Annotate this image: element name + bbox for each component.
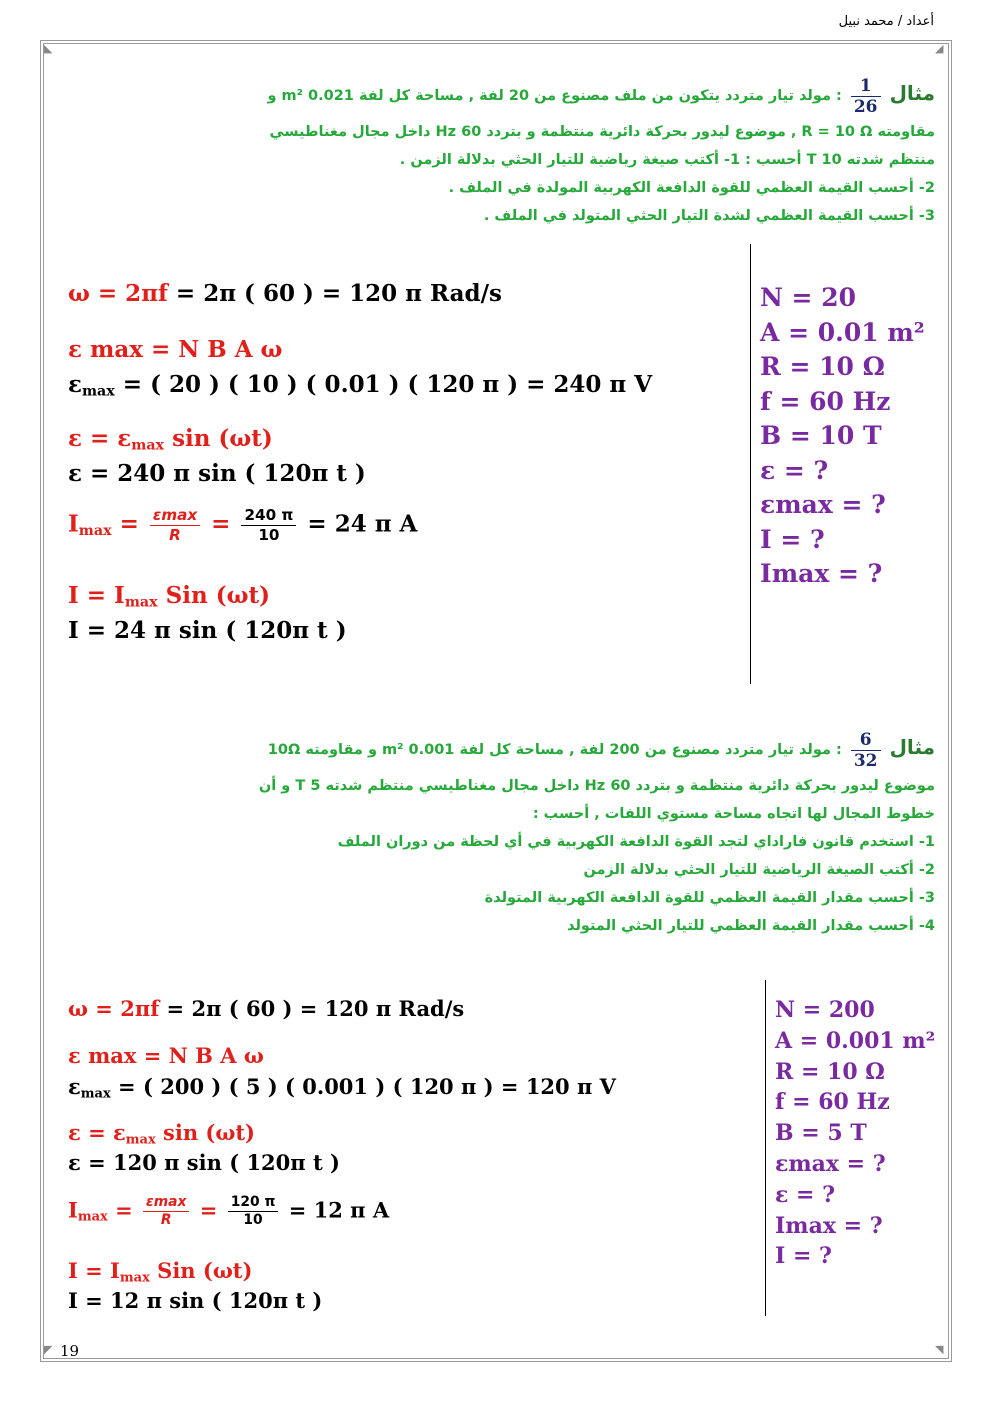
corner-ornament-icon: ◣ [44,42,53,55]
example-2-statement [80,722,935,940]
statement-line: موضوع ليدور بحركة دائرية منتظمة و بتردد 60 Hz داخل مجال مغناطيسي منتظم شدته 5 T و أن [258,778,935,794]
emf-formula: $\varepsilon = \varepsilon_{max}$ sin (ωt) [68,1120,255,1148]
statement-question-2: 2- أكتب الصيغة الرياضية للتيار الحثي بدلالة الزمن [583,862,935,878]
statement-line: مقاومته R = 10 Ω , موضوع ليدور بحركة دائرية منتظمة و بتردد 60 Hz داخل مجال مغناطيسي [269,124,935,140]
emax-calculation: $\varepsilon_{max}$ = ( 20 ) ( 10 ) ( 0.01 ) ( 120 π ) = 240 π V [68,371,653,400]
statement-question-1: 1- استخدم قانون فاراداي لتجد القوة الدافعة الكهربية في أي لحظة من دوران الملف [337,834,935,850]
corner-ornament-icon: ◢ [935,42,944,55]
corner-ornament-icon: ◤ [44,1343,53,1356]
example-1-statement [80,68,935,230]
imax-equation: $I_{max}$ = εmax R = $\frac{120 \pi}{10}$ = 12 π A [68,1194,390,1229]
page-number: 19 [60,1342,80,1360]
emax-formula: ε max = N B A ω [68,1043,264,1068]
current-formula: $I = I_{max}$ Sin (ωt) [68,582,270,611]
emax-formula: ε max = N B A ω [68,336,283,363]
current-formula: $I = I_{max}$ Sin (ωt) [68,1258,253,1286]
statement-line: : مولد تيار متردد يتكون من ملف مصنوع من 20 لفة , مساحة كل لفة 0.021 m² و [267,88,842,104]
example-number-fraction: $\frac{6}{32}$ [851,730,881,771]
given-divider [750,244,751,684]
current-calculation: I = 12 π sin ( 120π t ) [68,1288,323,1313]
statement-line: منتظم شدته 10 T أحسب : 1- أكتب صيغة رياضية للتيار الحثي بدلالة الزمن . [399,152,935,168]
emf-calculation: ε = 120 π sin ( 120π t ) [68,1150,340,1175]
example-1-given-list: N = 20 A = 0.01 m² R = 10 Ω f = 60 Hz B = 10 T ε = ? εmax = ? I = ? Imax = ? [760,283,925,588]
example-label: مثال [889,81,935,105]
given-divider [765,980,766,1316]
statement-question-3: 3- أحسب مقدار القيمة العظمي للقوة الدافعة الكهربية المتولدة [484,890,935,906]
emf-calculation: ε = 240 π sin ( 120π t ) [68,460,366,487]
statement-question-3: 3- أحسب القيمة العظمي لشدة التيار الحثي المتولد في الملف . [483,208,935,224]
corner-ornament-icon: ◥ [935,1343,944,1356]
statement-line: : مولد تيار متردد مصنوع من 200 لفة , مساحة كل لفة 0.001 m² و مقاومته 10Ω [267,742,842,758]
example-label: مثال [889,735,935,759]
imax-equation: $I_{max}$ = εmax R = $\frac{240 \pi}{10}$ = 24 π A [68,506,418,544]
omega-equation: ω = 2πf = 2π ( 60 ) = 120 π Rad/s [68,280,502,307]
emax-calculation: $\varepsilon_{max}$ = ( 200 ) ( 5 ) ( 0.001 ) ( 120 π ) = 120 π V [68,1074,616,1102]
statement-line: خطوط المجال لها اتجاه مساحة مستوي اللفات , أحسب : [532,806,935,822]
omega-equation: ω = 2πf = 2π ( 60 ) = 120 π Rad/s [68,996,465,1021]
emf-formula: $\varepsilon = \varepsilon_{max}$ sin (ωt) [68,425,273,454]
statement-question-2: 2- أحسب القيمة العظمي للقوة الدافعة الكهربية المولدة في الملف . [448,180,935,196]
author-header: أعداد / محمد نبيل [838,14,934,29]
statement-question-4: 4- أحسب مقدار القيمة العظمي للتيار الحثي المتولد [567,918,935,934]
current-calculation: I = 24 π sin ( 120π t ) [68,617,347,644]
example-2-given-list: N = 200 A = 0.001 m² R = 10 Ω f = 60 Hz B = 5 T εmax = ? ε = ? Imax = ? I = ? [775,997,936,1270]
example-number-fraction: $\frac{1}{26}$ [851,76,881,117]
